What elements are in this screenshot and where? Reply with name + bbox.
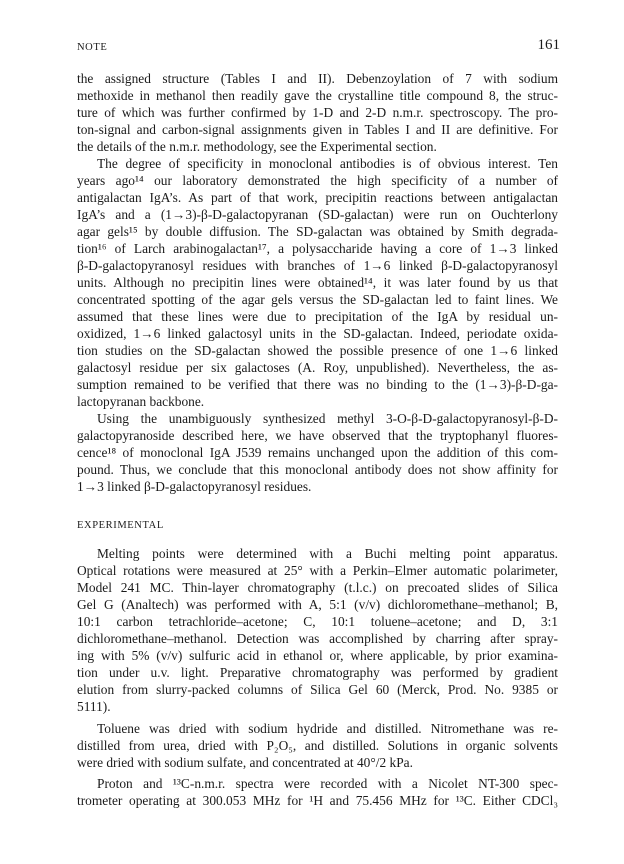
text-line: tion studies on the SD-galactan showed the possible presence of one 1→6 linked [77,343,558,358]
text-line: Using the unambiguously synthesized methyl 3-O-β-D-galactopyranosyl-β-D- [97,411,558,426]
text-line: distilled from urea, dried with P₂O₅, and distilled. Solutions in organic solvents [77,738,558,753]
text-line: ture of which was further confirmed by 1-D and 2-D n.m.r. spectroscopy. The pro- [77,105,558,120]
text-line: trometer operating at 300.053 MHz for ¹H and 75.456 MHz for ¹³C. Either CDCl₃ [77,793,558,808]
text-line: concentrated spotting of the agar gels versus the SD-galactan led to faint lines. We [77,292,558,307]
text-line: were dried with sodium sulfate, and concentrated at 40°/2 kPa. [77,755,413,770]
text-line: lactopyranan backbone. [77,394,205,409]
text-line: galactopyranoside described here, we have observed that the tryptophanyl fluores- [77,428,558,443]
text-line: Proton and ¹³C-n.m.r. spectra were recorded with a Nicolet NT-300 spec- [97,776,558,791]
text-line: methoxide in methanol then readily gave the crystalline title compound 8, the struc- [77,88,558,103]
text-line: dichloromethane–methanol. Detection was accomplished by charring after spray- [77,631,558,646]
text-line: Optical rotations were measured at 25° with a Perkin–Elmer automatic polarimeter, [77,563,558,578]
text-line: tion under u.v. light. Preparative chromatography was performed by gradient [77,665,558,680]
text-line: Melting points were determined with a Buchi melting point apparatus. [97,546,558,561]
text-line: agar gels¹⁵ by double diffusion. The SD-galactan was obtained by Smith degrada- [77,224,558,239]
text-line: galactosyl residue per six galactoses (A. Roy, unpublished). Nevertheless, the as- [77,360,558,375]
running-head: NOTE [77,42,108,53]
text-line: units. Although no precipitin lines were obtained¹⁴, it was later found by us that [77,275,558,290]
text-line: Model 241 MC. Thin-layer chromatography (t.l.c.) on precoated slides of Silica [77,580,558,595]
text-line: tion¹⁶ of Larch arabinogalactan¹⁷, a polysaccharide having a core of 1→3 linked [77,241,558,256]
text-line: oxidized, 1→6 linked galactosyl units in the SD-galactan. Indeed, periodate oxida- [77,326,558,341]
text-line: Gel G (Analtech) was performed with A, 5:1 (v/v) dichloromethane–methanol; B, [77,597,558,612]
text-line: elution from slurry-packed columns of Silica Gel 60 (Merck, Prod. No. 9385 or [77,682,558,697]
text-line: pound. Thus, we conclude that this monoclonal antibody does not show affinity for [77,462,558,477]
section-heading: EXPERIMENTAL [77,520,164,531]
text-line: The degree of specificity in monoclonal antibodies is of obvious interest. Ten [97,156,558,171]
text-line: assumed that these lines were due to precipitation of the IgA by residual un- [77,309,558,324]
text-line: years ago¹⁴ our laboratory demonstrated the high specificity of a number of [77,173,558,188]
text-line: β-D-galactopyranosyl residues with branches of 1→6 linked β-D-galactopyranosyl [77,258,558,273]
text-line: Toluene was dried with sodium hydride and distilled. Nitromethane was re- [97,721,558,736]
text-line: 5111). [77,699,111,714]
text-line: ing with 5% (v/v) sulfuric acid in ethanol or, where applicable, by prior examina- [77,648,558,663]
text-line: the details of the n.m.r. methodology, see the Experimental section. [77,139,437,154]
text-line: cence¹⁸ of monoclonal IgA J539 remains unchanged upon the addition of this com- [77,445,558,460]
text-line: IgA’s and a (1→3)-β-D-galactopyranan (SD-galactan) were run on Ouchterlony [77,207,558,222]
text-line: the assigned structure (Tables I and II). Debenzoylation of 7 with sodium [77,71,558,86]
text-line: 1→3 linked β-D-galactopyranosyl residues. [77,479,312,494]
text-line: antigalactan IgA’s. As part of that work, precipitin reactions between antigalactan [77,190,558,205]
page-number: 161 [537,37,560,53]
text-line: sumption remained to be verified that there was no binding to the (1→3)-β-D-ga- [77,377,558,392]
text-line: ton-signal and carbon-signal assignments given in Tables I and II are definitive. For [77,122,558,137]
text-line: 10:1 carbon tetrachloride–acetone; C, 10:1 toluene–acetone; and D, 3:1 [77,614,558,629]
